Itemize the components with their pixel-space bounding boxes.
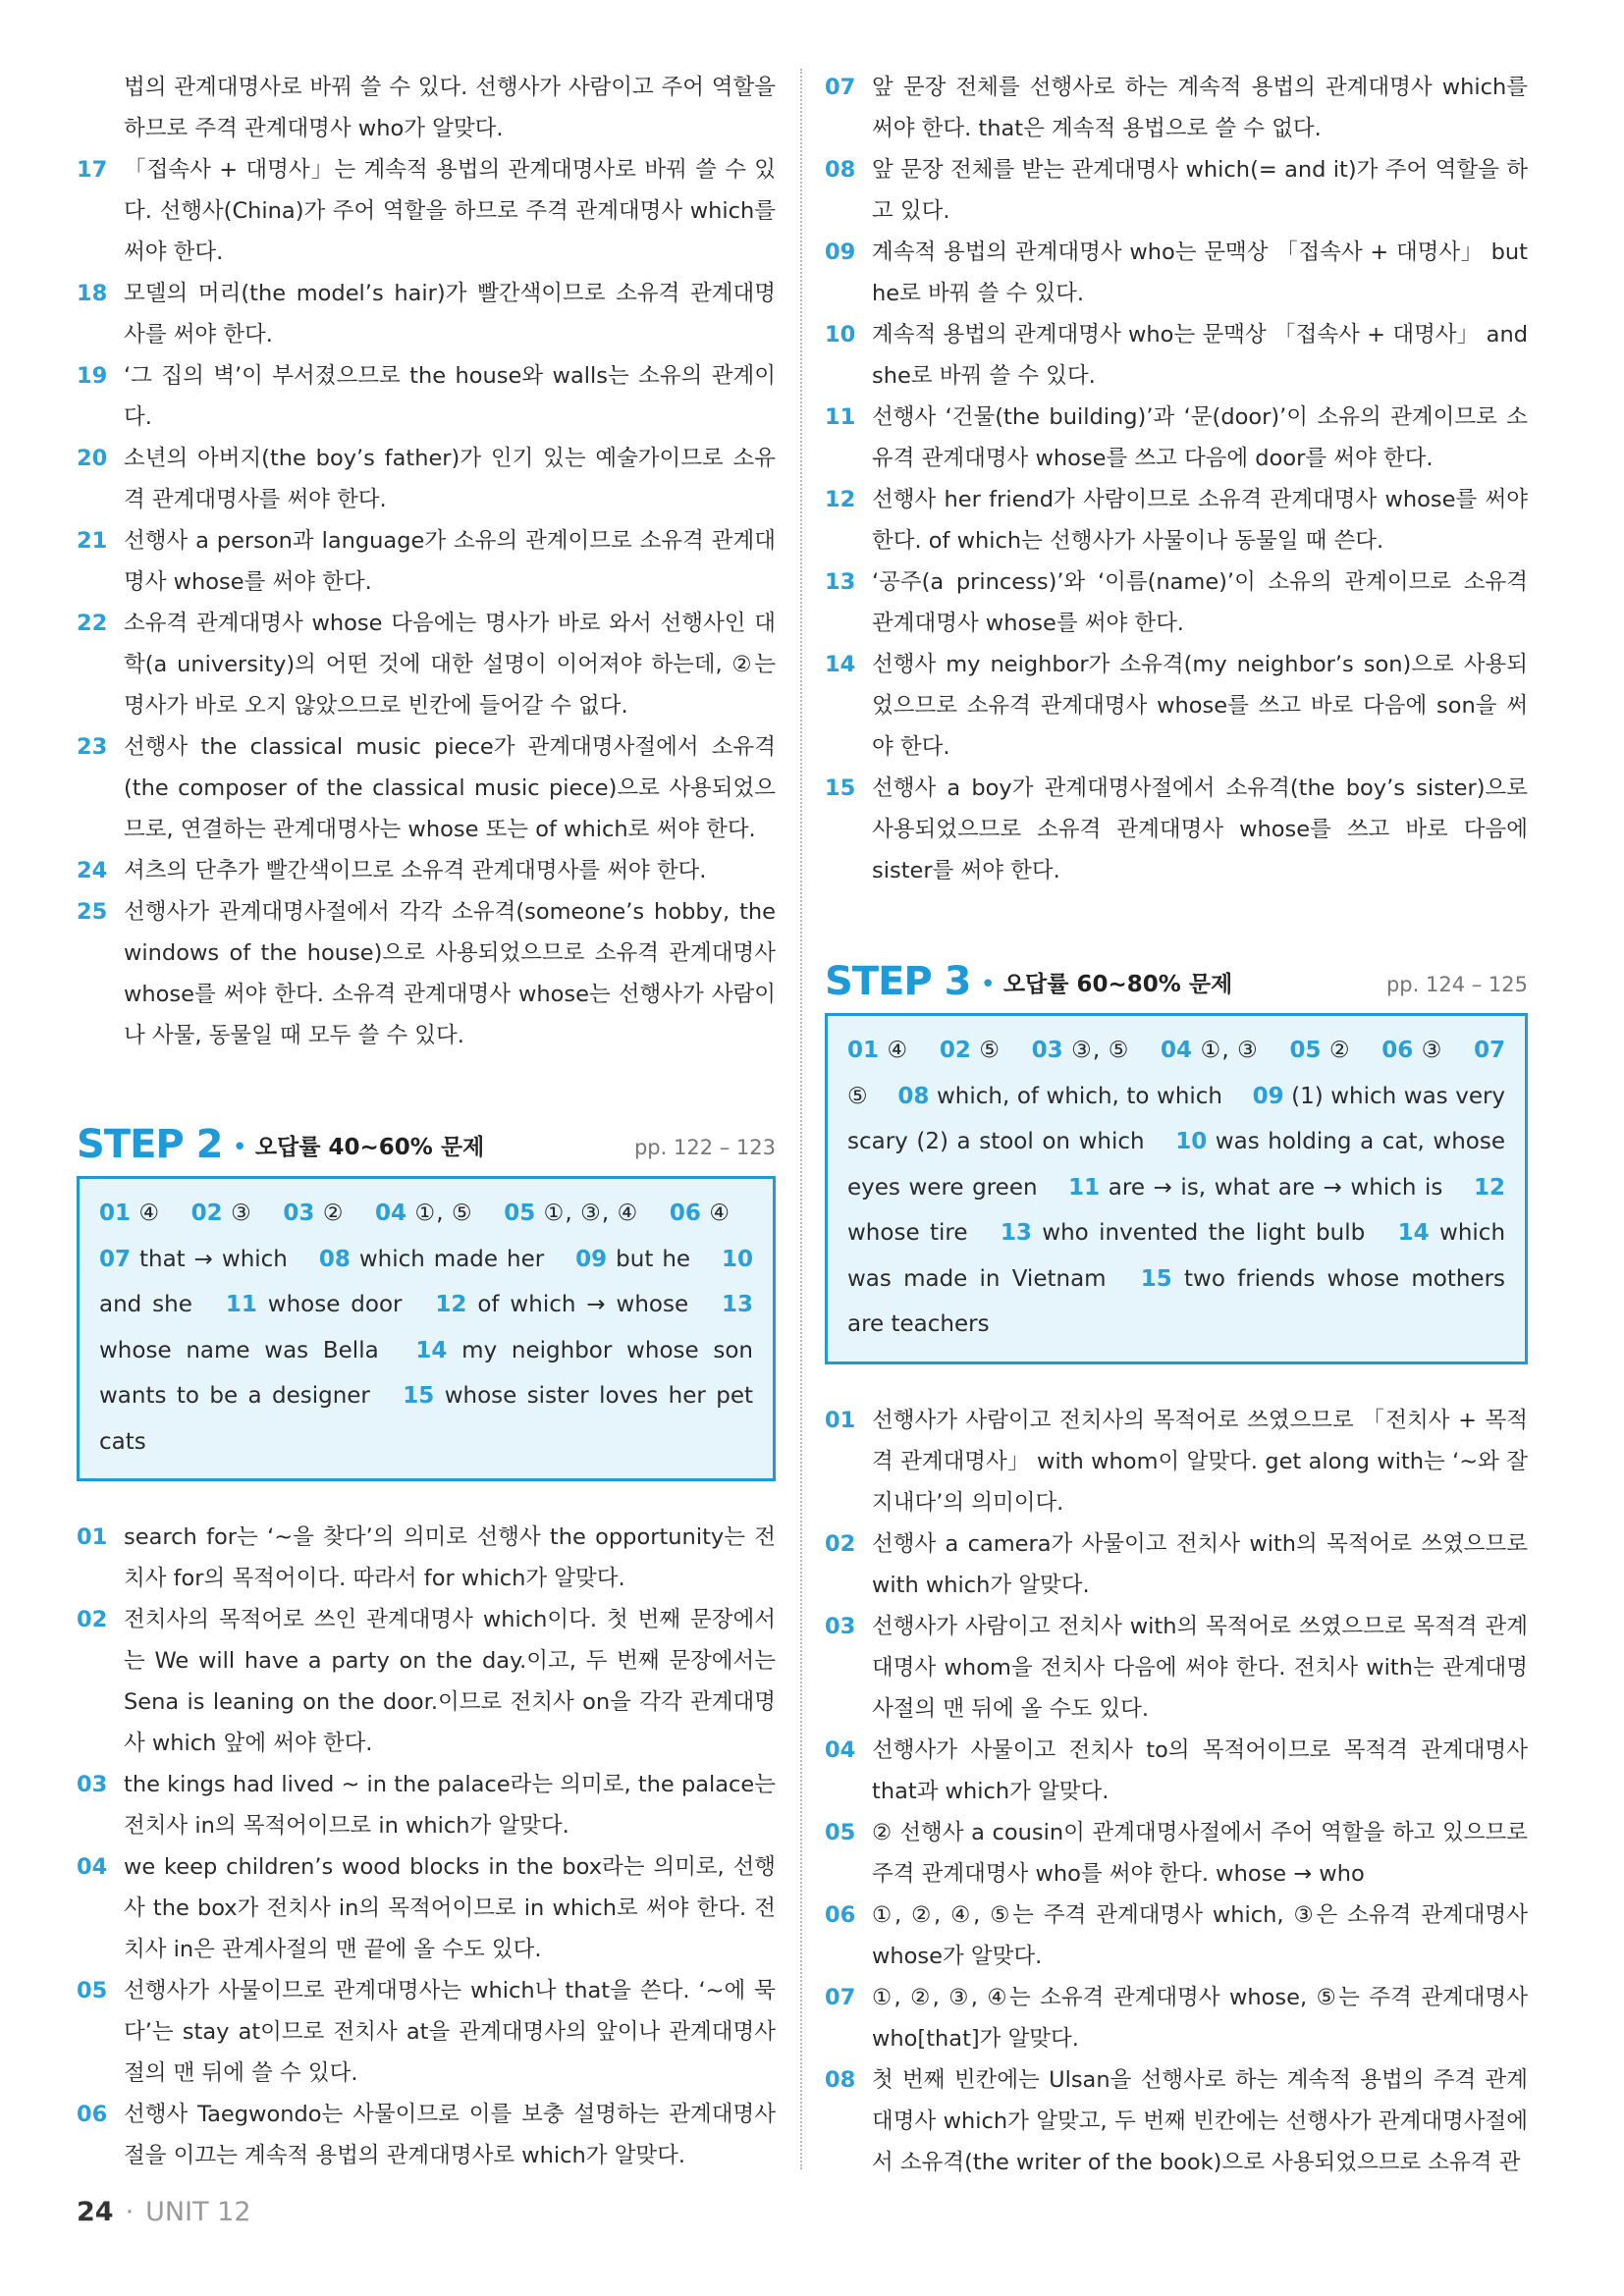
explanation-item — [825, 2059, 1528, 2183]
explanation-item — [825, 314, 1528, 397]
explanation-item — [77, 520, 776, 603]
answer-number: 11 — [225, 1292, 257, 1317]
explanation-item — [825, 149, 1528, 232]
answer-text: whose tire — [847, 1220, 968, 1246]
answer-number: 06 — [669, 1201, 701, 1226]
item-text: ①, ②, ④, ⑤는 주격 관계대명사 which, ③은 소유격 관계대명사 whose가 알맞다. — [872, 1901, 1528, 1969]
item-text: 소유격 관계대명사 whose 다음에는 명사가 바로 와서 선행사인 대학(a university)의 어떤 것에 대한 설명이 이어져야 하는데, ②는 명사가 바로 오지 않았으므로 빈칸에 들어갈 수 없다. — [124, 611, 776, 719]
answer-number: 05 — [1289, 1038, 1322, 1063]
explanation-item — [825, 1895, 1528, 1977]
answer-text: ③, ⑤ — [1071, 1038, 1130, 1063]
explanation-item — [825, 67, 1528, 149]
answer-text: ② — [1328, 1038, 1351, 1063]
item-text: ①, ②, ③, ④는 소유격 관계대명사 whose, ⑤는 주격 관계대명사 who[that]가 알맞다. — [872, 1984, 1528, 2052]
item-number: 23 — [77, 734, 108, 760]
answer-number: 10 — [1175, 1129, 1208, 1154]
item-text: 선행사 a camera가 사물이고 전치사 with의 목적어로 쓰였으므로 with which가 알맞다. — [872, 1530, 1528, 1598]
explanation-item — [77, 2094, 776, 2176]
item-number: 05 — [77, 1978, 108, 2003]
answer-number: 10 — [722, 1246, 754, 1272]
answer-text: ③ — [1421, 1038, 1443, 1063]
explanation-item — [825, 1606, 1528, 1730]
answer-number: 08 — [318, 1246, 351, 1272]
answer-number: 12 — [435, 1292, 467, 1317]
answer-text: are → is, what are → which is — [1108, 1174, 1443, 1201]
item-number: 09 — [825, 240, 856, 265]
explanation-item — [825, 397, 1528, 479]
answer-text: my neighbor whose son wants to be a designer — [99, 1337, 754, 1409]
item-text: 계속적 용법의 관계대명사 who는 문맥상 「접속사 + 대명사」 but he로 바꿔 쓸 수 있다. — [872, 240, 1528, 306]
explanation-item — [825, 1812, 1528, 1895]
item-text: 선행사 the classical music piece가 관계대명사절에서 소유격(the composer of the classical music piece)으로 사용되었으므로, 연결하는 관계대명사는 whose 또는 of which로 써야 한다. — [124, 734, 776, 842]
answer-number: 13 — [722, 1292, 754, 1317]
answer-item — [1161, 1038, 1259, 1063]
item-text: 모델의 머리(the model’s hair)가 빨간색이므로 소유격 관계대명사를 써야 한다. — [124, 281, 776, 347]
item-number: 08 — [825, 2066, 856, 2093]
step2-pages: pp. 122 – 123 — [633, 1136, 776, 1159]
explanation-item — [77, 149, 776, 273]
answer-number: 04 — [1161, 1038, 1193, 1063]
answer-number: 03 — [283, 1201, 315, 1226]
answer-item — [897, 1084, 1222, 1109]
column-divider — [800, 69, 802, 2169]
answer-item — [283, 1201, 344, 1226]
item-number: 06 — [825, 1901, 856, 1928]
item-text: search for는 ‘~을 찾다’의 의미로 선행사 the opportunity는 전치사 for의 목적어이다. 따라서 for which가 알맞다. — [124, 1524, 776, 1591]
answer-text: ⑤ — [979, 1038, 1001, 1063]
item-text: 법의 관계대명사로 바꿔 쓸 수 있다. 선행사가 사람이고 주어 역할을 하므로 주격 관계대명사 who가 알맞다. — [124, 75, 776, 141]
item-text: 앞 문장 전체를 선행사로 하는 계속적 용법의 관계대명사 which를 써야 한다. that은 계속적 용법으로 쓸 수 없다. — [872, 75, 1528, 141]
answer-item — [1289, 1038, 1350, 1063]
item-text: 선행사 Taegwondo는 사물이므로 이를 보충 설명하는 관계대명사절을 이끄는 계속적 용법의 관계대명사로 which가 알맞다. — [124, 2102, 776, 2168]
step3-explanations — [825, 1400, 1528, 2183]
bullet-icon: • — [980, 970, 996, 999]
item-number: 14 — [825, 652, 856, 677]
item-text: 선행사 ‘건물(the building)’과 ‘문(door)’이 소유의 관계이므로 소유격 관계대명사 whose를 쓰고 다음에 door를 써야 한다. — [872, 404, 1528, 471]
explanation-item — [77, 1846, 776, 1970]
answer-number: 02 — [939, 1038, 971, 1063]
item-number: 02 — [825, 1530, 856, 1557]
item-text: 선행사 her friend가 사람이므로 소유격 관계대명사 whose를 써야 한다. of which는 선행사가 사물이나 동물일 때 쓴다. — [872, 487, 1528, 554]
answer-item — [1001, 1220, 1365, 1246]
item-text: 전치사의 목적어로 쓰인 관계대명사 which이다. 첫 번째 문장에서는 We will have a party on the day.이고, 두 번째 문장에서는 Sena is leaning on the door.이므로 전치사 on을 각각 관계대명사 which 앞에 써야 한다. — [124, 1607, 776, 1756]
step3-subtitle: 오답률 60~80% 문제 — [1002, 972, 1233, 997]
explanation-item — [825, 1523, 1528, 1606]
step2-answer-box — [77, 1176, 776, 1481]
explanation-item — [825, 644, 1528, 768]
answer-number: 04 — [375, 1201, 407, 1226]
explanation-item — [825, 561, 1528, 644]
explanation-item — [77, 438, 776, 520]
item-number: 07 — [825, 75, 856, 100]
explanation-item — [825, 1977, 1528, 2059]
explanation-item — [825, 1400, 1528, 1523]
unit-label: UNIT 12 — [145, 2197, 251, 2227]
answer-text: was holding a cat, whose eyes were green — [847, 1129, 1505, 1201]
step3-header — [825, 959, 1528, 1004]
answer-text: whose door — [267, 1292, 403, 1317]
item-number: 11 — [825, 404, 856, 430]
item-text: ② 선행사 a cousin이 관계대명사절에서 주어 역할을 하고 있으므로 주격 관계대명사 who를 써야 한다. whose → who — [872, 1819, 1528, 1887]
step2-subtitle: 오답률 40~60% 문제 — [254, 1135, 485, 1160]
item-number: 08 — [825, 157, 856, 183]
answer-number: 14 — [1397, 1220, 1430, 1246]
item-number: 06 — [77, 2102, 108, 2127]
answer-number: 12 — [1474, 1174, 1506, 1201]
explanation-item — [77, 67, 776, 149]
explanation-item — [825, 768, 1528, 891]
item-text: 셔츠의 단추가 빨간색이므로 소유격 관계대명사를 써야 한다. — [124, 858, 707, 883]
item-number: 03 — [825, 1613, 856, 1639]
step2-header — [77, 1122, 776, 1167]
item-text: 「접속사 + 대명사」는 계속적 용법의 관계대명사로 바꿔 쓸 수 있다. 선행사(China)가 주어 역할을 하므로 주격 관계대명사 which를 써야 한다. — [124, 157, 776, 265]
right-column — [825, 67, 1528, 2183]
answer-item — [226, 1292, 403, 1317]
item-text: 첫 번째 빈칸에는 Ulsan을 선행사로 하는 계속적 용법의 주격 관계대명사 which가 알맞고, 두 번째 빈칸에는 선행사가 관계대명사절에서 소유격(the writer of the book)으로 사용되었으므로 소유격 관 — [872, 2066, 1528, 2175]
answer-text: ①, ⑤ — [414, 1201, 473, 1226]
item-number: 02 — [77, 1607, 108, 1632]
answer-item — [1032, 1038, 1130, 1063]
answer-number: 11 — [1068, 1174, 1101, 1201]
answer-item — [940, 1038, 1001, 1063]
item-number: 13 — [825, 569, 856, 595]
answer-number: 15 — [403, 1383, 435, 1409]
item-number: 22 — [77, 611, 108, 636]
answer-number: 14 — [415, 1337, 448, 1363]
answer-item — [99, 1201, 160, 1226]
item-text: 선행사가 사람이고 전치사 with의 목적어로 쓰였으므로 목적격 관계대명사 whom을 전치사 다음에 써야 한다. 전치사 with는 관계대명사절의 맨 뒤에 올 수도 있다. — [872, 1613, 1528, 1722]
answer-text: two friends whose mothers are teachers — [847, 1265, 1506, 1337]
answer-text: which was made in Vietnam — [847, 1220, 1506, 1292]
page-number: 24 — [77, 2197, 114, 2227]
answer-text: ④ — [709, 1201, 731, 1226]
answer-text: but he — [616, 1246, 691, 1272]
item-text: 선행사 a boy가 관계대명사절에서 소유격(the boy’s sister)으로 사용되었으므로 소유격 관계대명사 whose를 쓰고 바로 다음에 sister를 써야 한다. — [872, 775, 1528, 883]
explanation-item — [825, 1730, 1528, 1812]
item-number: 05 — [825, 1819, 856, 1845]
item-text: 선행사가 관계대명사절에서 각각 소유격(someone’s hobby, the windows of the house)으로 사용되었으므로 소유격 관계대명사 whose를 써야 한다. 소유격 관계대명사 whose는 선행사가 사람이나 사물, 동물일 때 모두 쓸 수 있다. — [124, 899, 776, 1048]
item-number: 03 — [77, 1772, 108, 1797]
answer-text: (1) which was very scary (2) a stool on which — [847, 1083, 1506, 1154]
item-number: 07 — [825, 1984, 856, 2010]
answer-text: ④ — [887, 1038, 909, 1063]
item-text: 앞 문장 전체를 받는 관계대명사 which(= and it)가 주어 역할을 하고 있다. — [872, 157, 1528, 224]
bullet-icon: • — [232, 1133, 247, 1162]
answer-number: 08 — [897, 1083, 930, 1109]
answer-number: 02 — [190, 1201, 223, 1226]
answer-item — [1068, 1175, 1442, 1201]
item-number: 21 — [77, 528, 108, 554]
answer-text: ①, ③, ④ — [543, 1201, 639, 1226]
item-number: 01 — [825, 1407, 856, 1433]
page-footer — [77, 2197, 251, 2227]
explanation-item — [77, 273, 776, 355]
item-number: 01 — [77, 1524, 108, 1550]
answer-text: whose name was Bella — [99, 1337, 379, 1363]
answer-item — [847, 1038, 908, 1063]
step3-answer-box — [825, 1013, 1528, 1364]
answer-number: 06 — [1381, 1038, 1414, 1063]
item-text: ‘그 집의 벽’이 부서졌으므로 the house와 walls는 소유의 관계이다. — [124, 363, 776, 430]
explanation-item — [77, 1517, 776, 1599]
item-number: 12 — [825, 487, 856, 512]
item-number: 10 — [825, 322, 856, 347]
item-text: 소년의 아버지(the boy’s father)가 인기 있는 예술가이므로 소유격 관계대명사를 써야 한다. — [124, 446, 776, 512]
answer-text: ③ — [231, 1201, 252, 1226]
item-number: 20 — [77, 446, 108, 471]
answer-item — [504, 1201, 638, 1226]
item-text: we keep children’s wood blocks in the box라는 의미로, 선행사 the box가 전치사 in의 목적어이므로 in which로 써야 한다. 전치사 in은 관계사절의 맨 끝에 올 수도 있다. — [124, 1854, 776, 1962]
step3-pages: pp. 124 – 125 — [1385, 973, 1528, 996]
explanation-item — [77, 891, 776, 1056]
answer-number: 01 — [847, 1038, 880, 1063]
answer-number: 01 — [99, 1201, 132, 1226]
answer-item — [99, 1247, 288, 1272]
answer-text: of which → whose — [477, 1292, 689, 1317]
answer-item — [575, 1247, 690, 1272]
step2-explanations — [77, 1517, 776, 2176]
answer-number: 15 — [1140, 1265, 1172, 1292]
answer-number: 03 — [1031, 1038, 1063, 1063]
item-number: 04 — [77, 1854, 108, 1880]
step2-title: STEP 2 — [77, 1122, 223, 1167]
answer-number: 05 — [504, 1201, 536, 1226]
explanation-item — [825, 479, 1528, 561]
answer-text: which made her — [358, 1246, 545, 1272]
item-text: 선행사가 사람이고 전치사의 목적어로 쓰였으므로 「전치사 + 목적격 관계대명사」 with whom이 알맞다. get along with는 ‘~와 잘 지내다’의 의미이다. — [872, 1407, 1528, 1516]
answer-item — [319, 1247, 544, 1272]
footer-separator: · — [125, 2197, 135, 2227]
explanation-item — [77, 1599, 776, 1764]
answer-text: that → which — [138, 1246, 288, 1272]
answer-number: 13 — [1000, 1220, 1032, 1246]
explanation-item — [77, 726, 776, 850]
item-number: 24 — [77, 858, 108, 883]
item-text: 선행사가 사물이고 전치사 to의 목적어이므로 목적격 관계대명사 that과 which가 알맞다. — [872, 1736, 1528, 1804]
answer-number: 09 — [575, 1246, 608, 1272]
item-text: 선행사 my neighbor가 소유격(my neighbor’s son)으로 사용되었으므로 소유격 관계대명사 whose를 쓰고 바로 다음에 son을 써야 한다. — [872, 652, 1528, 760]
answer-number: 07 — [99, 1246, 132, 1272]
answer-text: ④ — [138, 1201, 161, 1226]
item-text: 선행사가 사물이므로 관계대명사는 which나 that을 쓴다. ‘~에 묵다’는 stay at이므로 전치사 at을 관계대명사의 앞이나 관계대명사절의 맨 뒤에 쓸 수 있다. — [124, 1978, 776, 2086]
explanation-item — [77, 355, 776, 438]
item-number: 04 — [825, 1736, 856, 1763]
explanation-item — [77, 1970, 776, 2094]
explanation-item — [77, 1764, 776, 1846]
answer-number: 09 — [1252, 1083, 1284, 1109]
explanation-item — [825, 232, 1528, 314]
item-number: 17 — [77, 157, 108, 183]
notes-unit-end — [77, 67, 776, 1056]
answer-text: ⑤ — [847, 1083, 868, 1109]
item-number: 19 — [77, 363, 108, 389]
item-text: 계속적 용법의 관계대명사 who는 문맥상 「접속사 + 대명사」 and she로 바꿔 쓸 수 있다. — [872, 322, 1528, 389]
answer-item — [1381, 1038, 1442, 1063]
answer-item — [191, 1201, 252, 1226]
step2-explanations-continued — [825, 67, 1528, 891]
item-number: 15 — [825, 775, 856, 801]
explanation-item — [77, 850, 776, 891]
answer-text: who invented the light bulb — [1042, 1220, 1366, 1246]
step3-title: STEP 3 — [825, 959, 971, 1004]
answer-text: ①, ③ — [1200, 1038, 1259, 1063]
answer-number: 07 — [1474, 1038, 1506, 1063]
item-number: 25 — [77, 899, 108, 925]
item-text: the kings had lived ~ in the palace라는 의미로, the palace는 전치사 in의 목적어이므로 in which가 알맞다. — [124, 1772, 776, 1839]
item-text: 선행사 a person과 language가 소유의 관계이므로 소유격 관계대명사 whose를 써야 한다. — [124, 528, 776, 595]
answer-item — [375, 1201, 473, 1226]
left-column — [77, 67, 776, 2176]
explanation-item — [77, 603, 776, 726]
answer-text: ② — [322, 1201, 345, 1226]
item-text: ‘공주(a princess)’와 ‘이름(name)’이 소유의 관계이므로 소유격 관계대명사 whose를 써야 한다. — [872, 569, 1528, 636]
answer-item — [435, 1292, 688, 1317]
answer-text: and she — [99, 1292, 192, 1317]
answer-text: whose sister loves her pet cats — [99, 1383, 754, 1455]
item-number: 18 — [77, 281, 108, 306]
answer-item — [670, 1201, 731, 1226]
answer-text: which, of which, to which — [936, 1083, 1223, 1109]
